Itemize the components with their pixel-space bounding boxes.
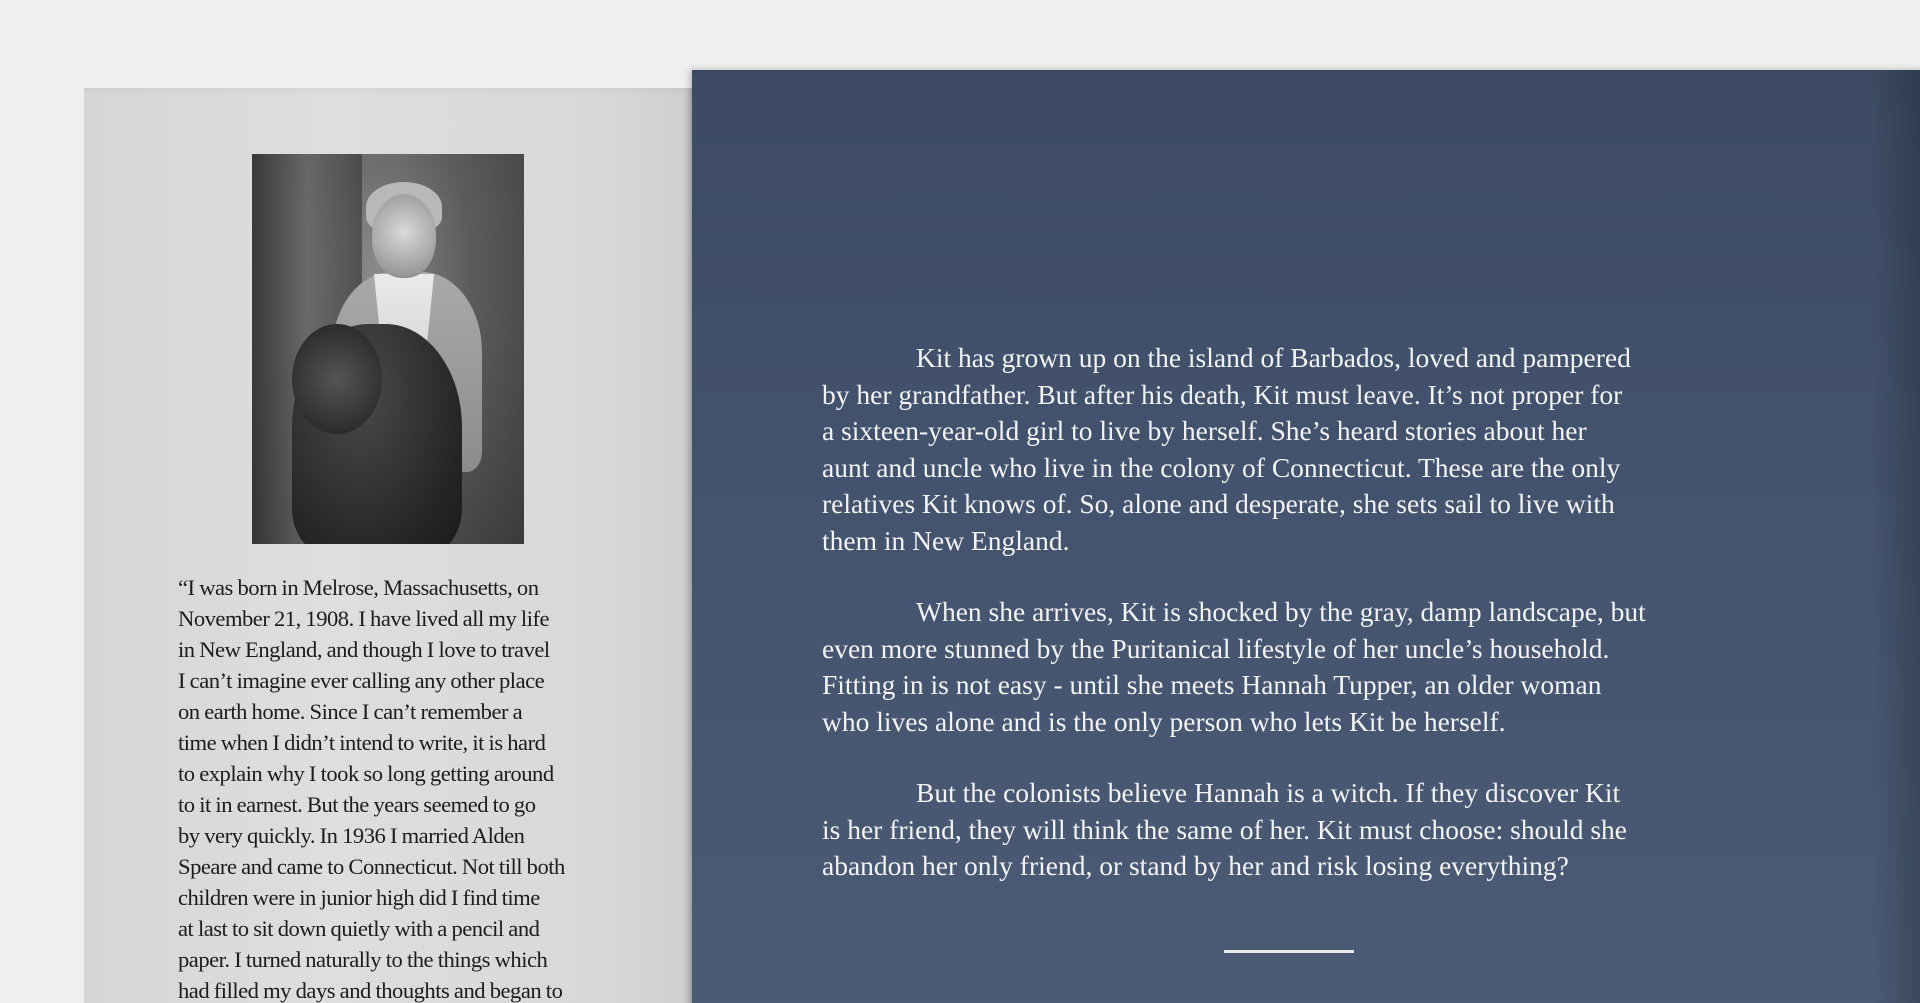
bio-line: time when I didn’t intend to write, it is hard	[178, 730, 546, 755]
bio-line: in New England, and though I love to travel	[178, 637, 550, 662]
bio-line: at last to sit down quietly with a pencil and	[178, 916, 540, 941]
bio-line: children were in junior high did I find time	[178, 885, 540, 910]
author-flap	[84, 88, 694, 1003]
blurb-line: a sixteen-year-old girl to live by herself. She’s heard stories about her	[822, 415, 1587, 446]
bio-line: Speare and came to Connecticut. Not till both	[178, 854, 565, 879]
bio-line: to it in earnest. But the years seemed to go	[178, 792, 536, 817]
author-photo	[252, 154, 524, 544]
bio-line: to explain why I took so long getting around	[178, 761, 554, 786]
divider-rule	[1224, 950, 1354, 953]
blurb-line: who lives alone and is the only person who lets Kit be herself.	[822, 705, 1506, 737]
blurb-line: abandon her only friend, or stand by her and risk losing everything?	[822, 850, 1569, 881]
author-bio	[178, 572, 598, 1003]
bio-line: “I was born in Melrose, Massachusetts, on	[178, 575, 539, 600]
book-blurb	[822, 340, 1802, 920]
back-cover-panel	[692, 70, 1920, 1003]
blurb-line: even more stunned by the Puritanical lifestyle of her uncle’s household.	[822, 632, 1610, 664]
blurb-line: Fitting in is not easy - until she meets Hannah Tupper, an older woman	[822, 669, 1602, 700]
blurb-line: is her friend, they will think the same of her. Kit must choose: should she	[822, 813, 1628, 845]
bio-line: I can’t imagine ever calling any other place	[178, 668, 545, 693]
bio-line: by very quickly. In 1936 I married Alden	[178, 823, 525, 848]
blurb-line: them in New England.	[822, 524, 1070, 556]
bio-line: had filled my days and thoughts and began to	[178, 978, 563, 1003]
bio-line: on earth home. Since I can’t remember a	[178, 699, 523, 724]
bio-line: November 21, 1908. I have lived all my life	[178, 606, 550, 631]
blurb-line: by her grandfather. But after his death, Kit must leave. It’s not proper for	[822, 378, 1623, 410]
blurb-line: When she arrives, Kit is shocked by the gray, damp landscape, but	[916, 596, 1646, 627]
author-head	[372, 194, 436, 278]
dog-head	[292, 324, 382, 434]
blurb-paragraph-2	[822, 594, 1802, 740]
bio-line: paper. I turned naturally to the things which	[178, 947, 548, 972]
blurb-line: But the colonists believe Hannah is a witch. If they discover Kit	[916, 777, 1621, 808]
blurb-paragraph-3	[822, 775, 1802, 885]
blurb-line: aunt and uncle who live in the colony of Connecticut. These are the only	[822, 451, 1621, 483]
blurb-paragraph-1	[822, 340, 1802, 559]
blurb-line: relatives Kit knows of. So, alone and desperate, she sets sail to live with	[822, 488, 1615, 519]
blurb-line: Kit has grown up on the island of Barbados, loved and pampered	[916, 342, 1631, 373]
